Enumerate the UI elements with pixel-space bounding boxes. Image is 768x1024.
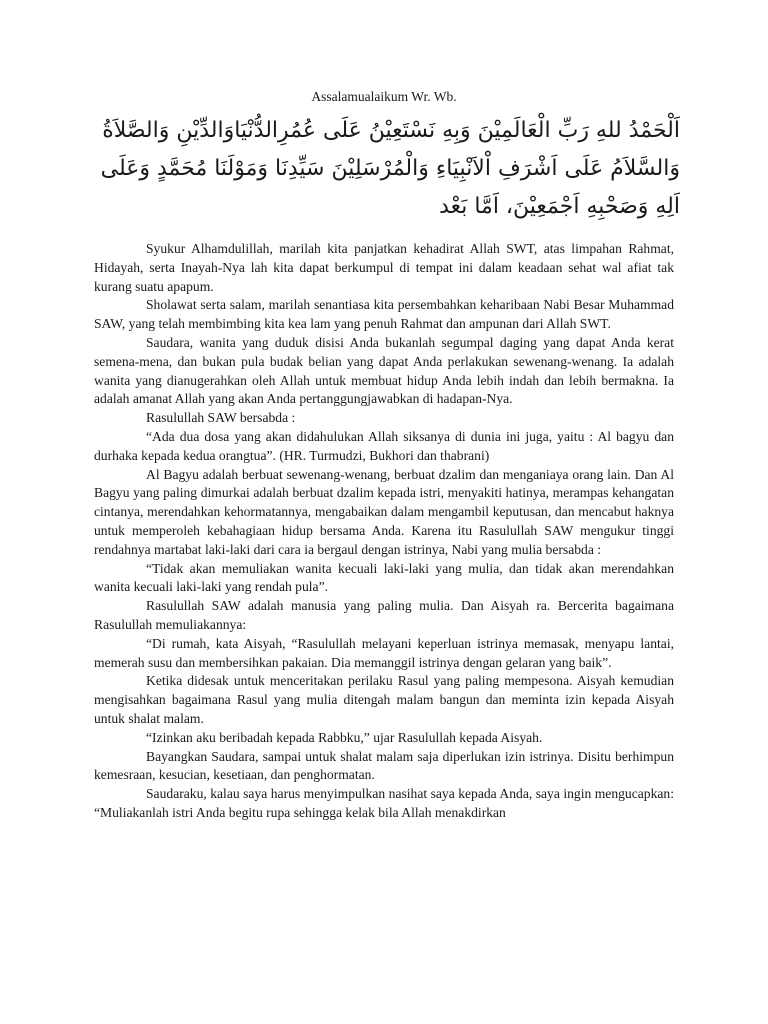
paragraph: Saudara, wanita yang duduk disisi Anda bukanlah segumpal daging yang dapat Anda kerat semena-mena, dan bukan pula budak belian yang dapat Anda perlakukan sewenang-wenang. Ia adalah wanita yang dianugerahkan oleh Allah untuk membuat hidup Anda lebih indah dan lebih bermakna. Ia adalah amanat Allah yang akan Anda pertanggungjawabkan di hadapan-Nya.	[94, 334, 674, 407]
paragraph: Rasulullah SAW bersabda :	[146, 410, 296, 426]
paragraph: Saudaraku, kalau saya harus menyimpulkan nasihat saya kepada Anda, saya ingin mengucapkan: “Muliakanlah istri Anda begitu rupa sehingga kelak bila Allah menakdirkan	[94, 786, 674, 820]
quote-paragraph: “Tidak akan memuliakan wanita kecuali laki-laki yang mulia, dan tidak akan merendahkan wanita kecuali laki-laki yang rendah pula”.	[94, 560, 674, 595]
arabic-line: اَلِهِ وَصَحْبِهِ اَجْمَعِيْنَ، اَمَّا بَعْد	[439, 194, 680, 219]
arabic-line: وَالسَّلاَمُ عَلَى اَشْرَفِ اْلاَنْبِيَاءِ وَالْمُرْسَلِيْنَ سَيِّدِنَا وَمَوْلَنَا مُحَمَّدٍ وَعَلَى	[100, 156, 680, 181]
paragraph: Bayangkan Saudara, sampai untuk shalat malam saja diperlukan izin istrinya. Disitu berhimpun kemesraan, kesucian, kesetiaan, dan penghormatan.	[94, 748, 674, 783]
arabic-line: اَلْحَمْدُ للهِ رَبِّ الْعَالَمِيْنَ وَبِهِ نَسْتَعِيْنُ عَلَى عُمُرِالدُّنْيَاوَالدِّيْنِ وَالصَّلاَةُ	[102, 118, 680, 143]
arabic-opening	[88, 112, 680, 226]
quote-paragraph: “Ada dua dosa yang akan didahulukan Allah siksanya di dunia ini juga, yaitu : Al bagyu dan durhaka kepada kedua orangtua”. (HR. Turmudzi, Bukhori dan thabrani)	[94, 428, 674, 463]
paragraph: Sholawat serta salam, marilah senantiasa kita persembahkan keharibaan Nabi Besar Muhammad SAW, yang telah membimbing kita kea lam yang penuh Rahmat dan ampunan dari Allah SWT.	[94, 297, 674, 332]
paragraph: Ketika didesak untuk menceritakan perilaku Rasul yang paling mempesona. Aisyah kemudian mengisahkan bagaimana Rasul yang mulia ditengah malam bangun dan meminta izin kepada Aisyah untuk shalat malam.	[94, 673, 674, 726]
document-body	[94, 240, 674, 823]
quote-paragraph: “Di rumah, kata Aisyah, “Rasulullah melayani keperluan istrinya memasak, menyapu lantai, memerah susu dan membersihkan pakaian. Dia memanggil istrinya dengan gelaran yang baik”.	[94, 635, 674, 670]
quote-paragraph: “Izinkan aku beribadah kepada Rabbku,” ujar Rasulullah kepada Aisyah.	[146, 729, 543, 745]
document-page	[94, 84, 680, 823]
paragraph: Al Bagyu adalah berbuat sewenang-wenang, berbuat dzalim dan menganiaya orang lain. Dan Al Bagyu yang paling dimurkai adalah berbuat dzalim kepada istri, menyakiti hatinya, merampas kehangatan cintanya, merendahkan kehormatannya, mengabaikan dalam mengambil keputusan, dan mencabut haknya untuk memperoleh kebahagiaan hidup bersama Anda. Karena itu Rasulullah SAW mengukur tinggi rendahnya martabat laki-laki dari cara ia bergaul dengan istrinya, Nabi yang mulia bersabda :	[94, 466, 674, 557]
greeting: Assalamualaikum Wr. Wb.	[311, 89, 457, 104]
paragraph: Rasulullah SAW adalah manusia yang paling mulia. Dan Aisyah ra. Bercerita bagaimana Rasulullah memuliakannya:	[94, 598, 674, 632]
paragraph: Syukur Alhamdulillah, marilah kita panjatkan kehadirat Allah SWT, atas limpahan Rahmat, Hidayah, serta Inayah-Nya lah kita dapat berkumpul di tempat ini dalam keadaan sehat wal afiat tak kurang suatu apapum.	[94, 241, 674, 294]
